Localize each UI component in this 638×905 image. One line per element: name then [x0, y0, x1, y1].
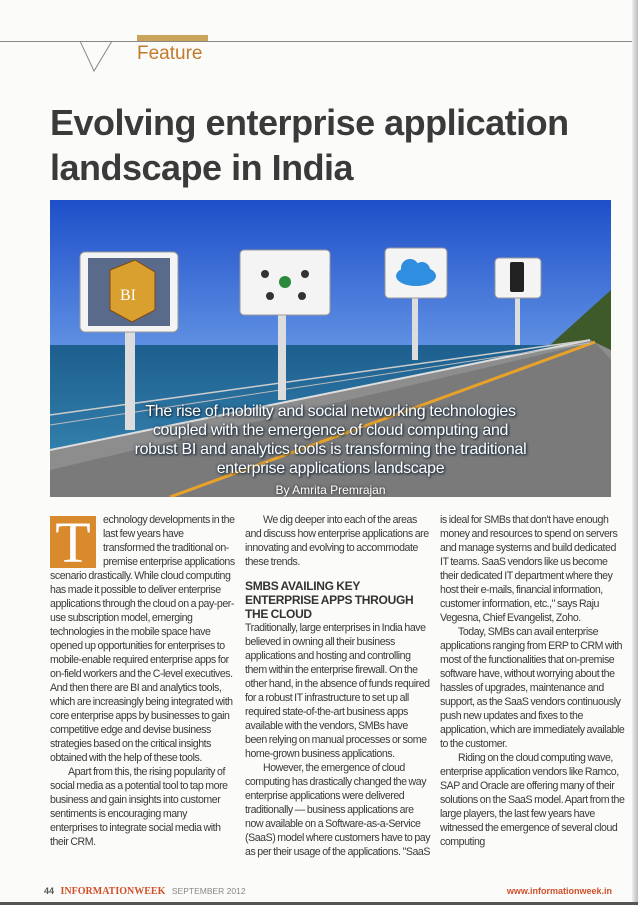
page-edge: [632, 0, 638, 905]
caption-line: coupled with the emergence of cloud computing and: [152, 422, 509, 439]
caption-line: enterprise applications landscape: [216, 460, 445, 477]
chevron-down-icon: [80, 41, 140, 73]
column-1: [50, 510, 236, 849]
hero-image: [50, 200, 611, 497]
section-tag-bar: [137, 35, 208, 41]
article-title: [50, 100, 630, 190]
column-2: [245, 513, 431, 859]
page-footer: [44, 886, 612, 897]
cloud-icon: [385, 248, 447, 298]
subheading: SMBS AVAILING KEY ENTERPRISE APPS THROUGH THE CLOUD: [245, 579, 414, 621]
paragraph: Today, SMBs can avail enterprise applications ranging from ERP to CRM with most of the functionalities that on-premise software have, without worrying about the hassles of upgrades, maintenance and support, as the SaaS vendors continuously push new updates and fixes to the application, which are immediately available to the customer.: [440, 626, 625, 750]
publication-name: INFORMATIONWEEK: [60, 886, 166, 897]
issue-date: SEPTEMBER 2012: [171, 886, 246, 896]
social-network-icon: [240, 250, 330, 315]
byline: By Amrita Premrajan: [275, 483, 386, 497]
smartphone-icon: [495, 258, 541, 298]
page-number: 44: [44, 886, 55, 896]
paragraph: However, the emergence of cloud computing has drastically changed the way enterprise applications were delivered traditionally — business applications are now available on a Software-as-a-Service (SaaS) model where customers have to pay as per their usage of the applications. "SaaS: [245, 762, 431, 858]
bi-cube-icon: [80, 252, 178, 332]
title-line-2: landscape in India: [50, 147, 354, 188]
paragraph: We dig deeper into each of the areas and discuss how enterprise applications are innovating and evolving to accommodate these trends.: [245, 514, 429, 568]
bi-label: BI: [120, 287, 136, 304]
paragraph: Apart from this, the rising popularity of social media as a potential tool to tap more business and gain insights into customer sentiments is encouraging many enterprises to integrate social media with their CRM.: [50, 766, 228, 848]
website-link[interactable]: www.informationweek.in: [506, 886, 612, 896]
paragraph: echnology developments in the last few years have transformed the traditional on-premise enterprise applications scenario drastically. While cloud computing has made it possible to deliver enterprise applications through the cloud on a pay-per-use subscription model, emerging technologies in the mobile space have opened up opportunities for enterprises to mobile-enable required enterprise apps for on-field workers and the C-level executives. And then there are BI and analytics tools, which are increasingly being integrated with core enterprise apps by businesses to gain competitive edge and devise business strategies based on the critical insights obtained with the help of these tools.: [50, 514, 235, 764]
column-3: [440, 513, 626, 849]
section-tag: Feature: [137, 43, 203, 64]
caption-line: The rise of mobility and social networking technologies: [145, 403, 516, 420]
drop-cap: T: [50, 516, 96, 568]
paragraph: is ideal for SMBs that don't have enough money and resources to spend on servers and manage systems and build dedicated IT teams. SaaS vendors like us become their dedicated IT department where they host their e-mails, financial information, customer information, etc.," says Raju Vegesna, Chief Evangelist, Zoho.: [440, 514, 618, 624]
hero-caption: [50, 402, 611, 478]
paragraph: Traditionally, large enterprises in India have believed in owning all their business applications and hosting and controlling them within the enterprise firewall. On the other hand, in the absence of funds required for a robust IT infrastructure to set up all required state-of-the-art business apps available with the vendors, SMBs have been relying on manual processes or some home-grown business applications.: [245, 622, 430, 760]
paragraph: Riding on the cloud computing wave, enterprise application vendors like Ramco, SAP and Oracle are offering many of their solutions on the SaaS model. Apart from the large players, the last few years have witnessed the emergence of several cloud computing: [440, 752, 625, 848]
caption-line: robust BI and analytics tools is transforming the traditional: [134, 441, 527, 458]
title-line-1: Evolving enterprise application: [50, 102, 569, 143]
